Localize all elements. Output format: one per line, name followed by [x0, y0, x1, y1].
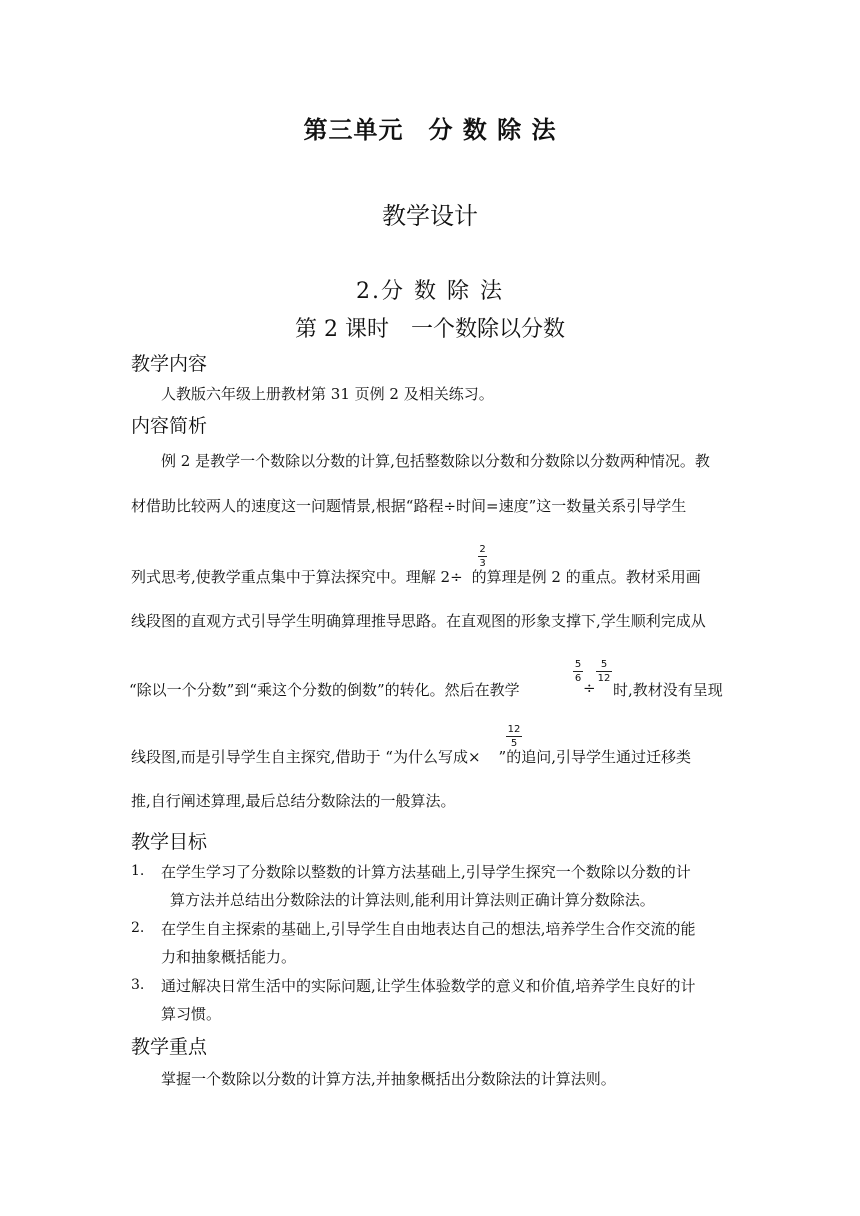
analysis-line	[131, 746, 691, 767]
key-text: 掌握一个数除以分数的计算方法,并抽象概括出分数除法的计算法则。	[161, 1070, 616, 1088]
analysis-text: “除以一个分数”到“乘这个分数的倒数”的转化。然后在教学	[129, 681, 520, 699]
fraction-2-3: 2 3	[479, 544, 486, 569]
goal-item-line: 算方法并总结出分数除法的计算法则,能利用计算法则正确计算分数除法。	[170, 891, 655, 909]
section-heading-content: 教学内容	[131, 353, 208, 375]
goal-item-line: 在学生自主探索的基础上,引导学生自由地表达自己的想法,培养学生合作交流的能	[161, 920, 696, 938]
list-item-number: 1.	[131, 863, 145, 879]
analysis-line	[131, 566, 701, 587]
analysis-text: ”的追问,引导学生通过迁移类	[498, 748, 691, 766]
fraction-5-12: 5 12	[597, 659, 611, 684]
analysis-text: 时,教材没有呈现	[613, 681, 723, 699]
section-heading-goals: 教学目标	[131, 831, 208, 853]
analysis-line: 线段图的直观方式引导学生明确算理推导思路。在直观图的形象支撑下,学生顺利完成从	[131, 612, 706, 630]
analysis-line: 材借助比较两人的速度这一问题情景,根据“路程÷时间=速度”这一数量关系引导学生	[131, 497, 687, 515]
analysis-text: 线段图,而是引导学生自主探究,借助于 “为什么写成×	[131, 748, 481, 766]
list-item-number: 2.	[131, 920, 145, 936]
design-title: 教学设计	[382, 202, 478, 230]
analysis-text: 列式思考,使教学重点集中于算法探究中。理解 2÷	[131, 568, 463, 586]
division-sign: ÷	[583, 679, 596, 697]
analysis-line: 例 2 是教学一个数除以分数的计算,包括整数除以分数和分数除以分数两种情况。教	[161, 452, 710, 470]
section-heading-analysis: 内容简析	[131, 415, 208, 437]
period-title: 第 2 课时 一个数除以分数	[295, 317, 565, 342]
goal-item-line: 在学生学习了分数除以整数的计算方法基础上,引导学生探究一个数除以分数的计	[161, 863, 691, 881]
fraction-12-5: 12 5	[507, 724, 521, 749]
analysis-line	[129, 679, 520, 700]
goal-item-line: 通过解决日常生活中的实际问题,让学生体验数学的意义和价值,培养学生良好的计	[161, 977, 696, 995]
lesson-title: 2.分 数 除 法	[356, 279, 504, 304]
goal-item-line: 力和抽象概括能力。	[161, 948, 297, 966]
content-text: 人教版六年级上册教材第 31 页例 2 及相关练习。	[161, 385, 494, 403]
section-heading-key: 教学重点	[131, 1036, 208, 1058]
goal-item-line: 算习惯。	[161, 1005, 222, 1023]
unit-title: 第三单元 分 数 除 法	[303, 116, 557, 144]
analysis-line: 推,自行阐述算理,最后总结分数除法的一般算法。	[131, 792, 456, 810]
fraction-5-6: 5 6	[574, 659, 582, 684]
analysis-text: 的算理是例 2 的重点。教材采用画	[471, 568, 701, 586]
list-item-number: 3.	[131, 977, 145, 993]
